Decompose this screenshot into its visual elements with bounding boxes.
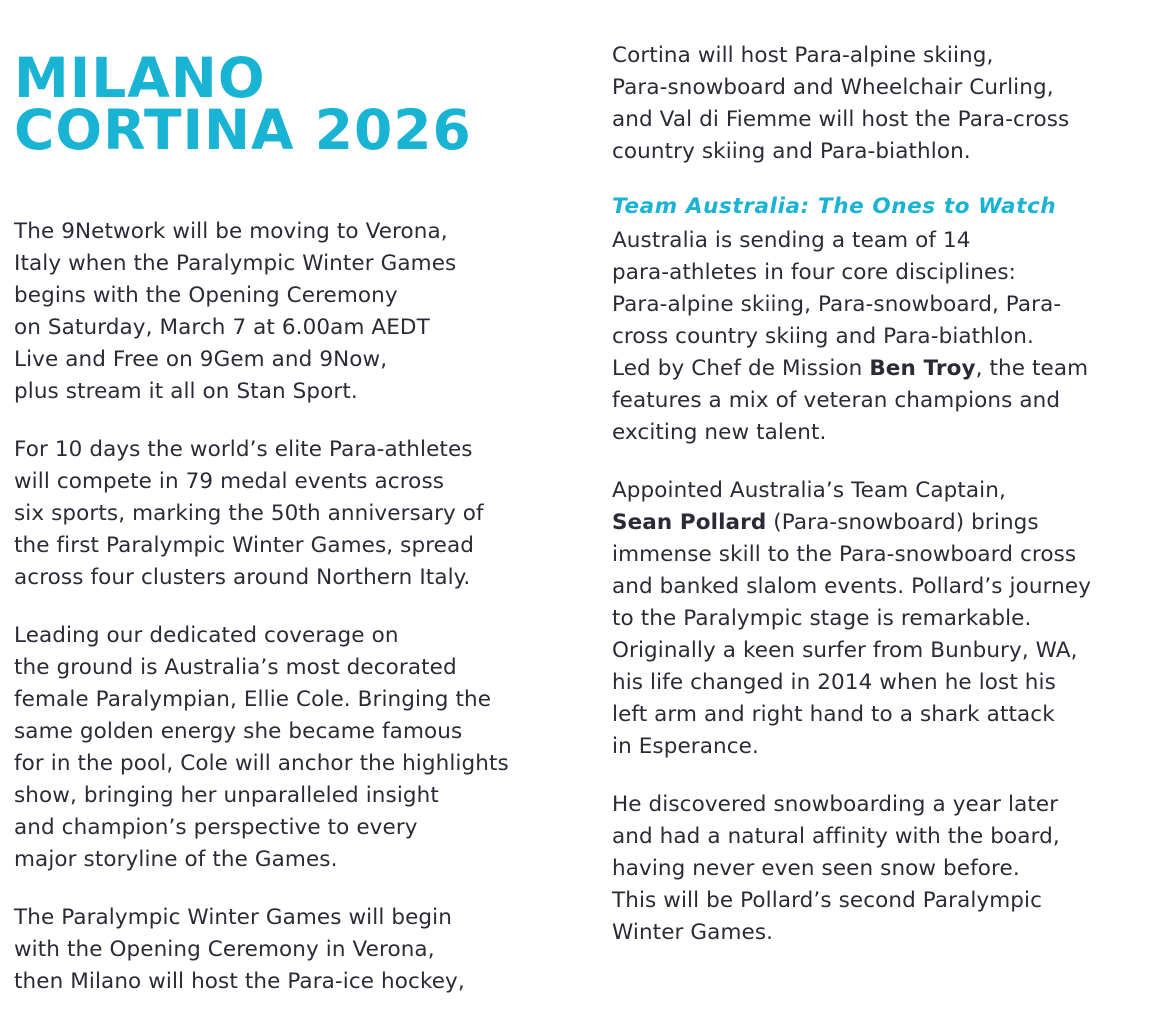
- text-line: across four clusters around Northern Italy.: [14, 565, 471, 590]
- text-line: He discovered snowboarding a year later: [612, 792, 1059, 817]
- text-line: The 9Network will be moving to Verona,: [14, 219, 448, 244]
- text-line: female Paralympian, Ellie Cole. Bringing the: [14, 687, 492, 712]
- text-line: Live and Free on 9Gem and 9Now,: [14, 347, 388, 372]
- broadcast-paragraph: [14, 216, 574, 408]
- text-line: Winter Games.: [612, 920, 774, 945]
- venues-paragraph-start: [14, 902, 574, 998]
- team-paragraph: [612, 225, 1152, 449]
- text-line: [612, 353, 1152, 385]
- text-line: for in the pool, Cole will anchor the highlights: [14, 751, 509, 776]
- events-paragraph: [14, 434, 574, 594]
- text-line: and had a natural affinity with the board,: [612, 824, 1060, 849]
- text-line: with the Opening Ceremony in Verona,: [14, 937, 435, 962]
- text-line: country skiing and Para-biathlon.: [612, 139, 971, 164]
- text-line: Para-alpine skiing, Para-snowboard, Para-: [612, 292, 1062, 317]
- text-line: Leading our dedicated coverage on: [14, 623, 399, 648]
- title-line: MILANO: [14, 46, 266, 110]
- coverage-paragraph: [14, 620, 574, 876]
- text-line: major storyline of the Games.: [14, 847, 338, 872]
- text-fragment: , the team: [975, 356, 1089, 381]
- venues-paragraph-end: [612, 40, 1152, 168]
- captain-paragraph: [612, 475, 1152, 763]
- text-line: This will be Pollard’s second Paralympic: [612, 888, 1043, 913]
- text-line: the ground is Australia’s most decorated: [14, 655, 457, 680]
- right-column: [612, 40, 1152, 949]
- text-line: to the Paralympic stage is remarkable.: [612, 606, 1032, 631]
- text-line: immense skill to the Para-snowboard cross: [612, 542, 1077, 567]
- captain-name: Sean Pollard: [612, 510, 767, 535]
- text-line: Para-snowboard and Wheelchair Curling,: [612, 75, 1054, 100]
- text-line: and champion’s perspective to every: [14, 815, 418, 840]
- text-line: the first Paralympic Winter Games, spread: [14, 533, 475, 558]
- left-column: [14, 46, 574, 998]
- text-line: and banked slalom events. Pollard’s journey: [612, 574, 1092, 599]
- text-line: Appointed Australia’s Team Captain,: [612, 478, 1006, 503]
- text-line: [612, 507, 1152, 539]
- text-line: same golden energy she became famous: [14, 719, 463, 744]
- text-line: his life changed in 2014 when he lost his: [612, 670, 1056, 695]
- text-line: For 10 days the world’s elite Para-athletes: [14, 437, 473, 462]
- text-line: show, bringing her unparalleled insight: [14, 783, 439, 808]
- text-line: in Esperance.: [612, 734, 759, 759]
- text-line: and Val di Fiemme will host the Para-cross: [612, 107, 1070, 132]
- title-line: CORTINA 2026: [14, 98, 472, 162]
- text-fragment: (Para-snowboard) brings: [766, 510, 1039, 535]
- text-line: on Saturday, March 7 at 6.00am AEDT: [14, 315, 430, 340]
- text-line: will compete in 79 medal events across: [14, 469, 445, 494]
- text-line: plus stream it all on Stan Sport.: [14, 379, 358, 404]
- text-line: cross country skiing and Para-biathlon.: [612, 324, 1034, 349]
- text-line: Cortina will host Para-alpine skiing,: [612, 43, 994, 68]
- page-title: [14, 46, 574, 162]
- text-line: Originally a keen surfer from Bunbury, WA,: [612, 638, 1078, 663]
- text-line: then Milano will host the Para-ice hockey,: [14, 969, 465, 994]
- text-line: six sports, marking the 50th anniversary of: [14, 501, 484, 526]
- text-line: exciting new talent.: [612, 420, 827, 445]
- text-line: left arm and right hand to a shark attack: [612, 702, 1055, 727]
- text-line: having never even seen snow before.: [612, 856, 1020, 881]
- chef-de-mission-name: Ben Troy: [869, 356, 976, 381]
- text-line: features a mix of veteran champions and: [612, 388, 1061, 413]
- text-line: Italy when the Paralympic Winter Games: [14, 251, 457, 276]
- text-line: para-athletes in four core disciplines:: [612, 260, 1016, 285]
- text-line: begins with the Opening Ceremony: [14, 283, 398, 308]
- snowboarding-paragraph: [612, 789, 1152, 949]
- text-line: The Paralympic Winter Games will begin: [14, 905, 452, 930]
- text-fragment: Led by Chef de Mission: [612, 356, 870, 381]
- section-subheading: Team Australia: The Ones to Watch: [612, 194, 1057, 219]
- text-line: Australia is sending a team of 14: [612, 228, 971, 253]
